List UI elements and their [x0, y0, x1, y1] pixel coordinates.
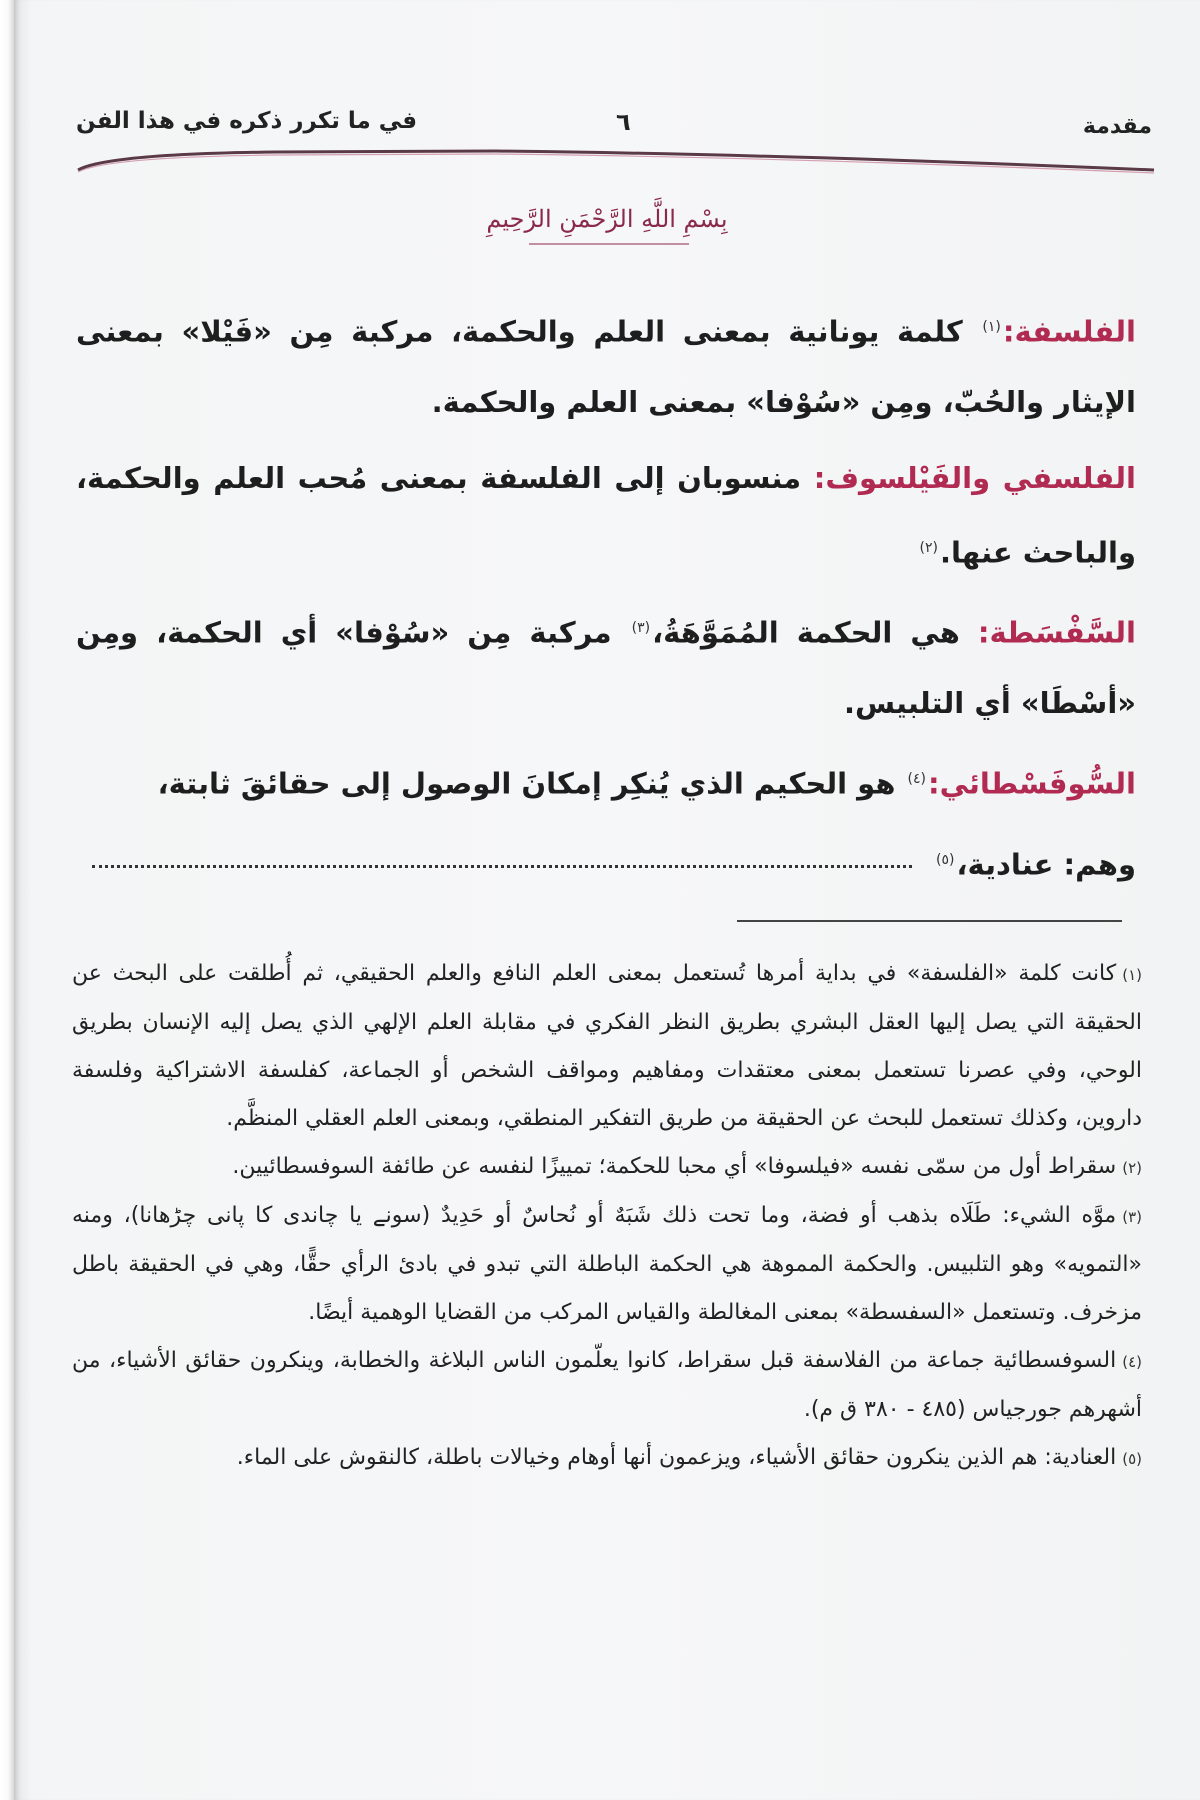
entry-text: مركبة مِن «سُوْفا» أي الحكمة، ومِن «أسْطَا» أي التلبيس.: [76, 615, 1136, 720]
footnote-text: موَّه الشيء: طَلَاه بذهب أو فضة، وما تحت ذلك شَبَهٌ أو نُحاسٌ أو حَدِيدٌ (سونے یا چاندی کا پانی چڑھانا)، ومنه «التمويه» وهو التلبيس. والحكمة المموهة هي الحكمة الباطلة التي تبدو في بادئ الرأي حقًّا، وهي في الحقيقة باطل مزخرف. وتستعمل «السفسطة» بمعنى المغالطة والقياس المركب من القضايا الوهمية أيضًا.: [72, 1203, 1142, 1325]
term-sophistry: السَّفْسَطة:: [977, 615, 1136, 650]
book-page: [14, 0, 1200, 1800]
term-philosopher: الفلسفي والفَيْلسوف:: [813, 460, 1136, 495]
entry-sophistry: [76, 593, 1136, 738]
footnote-2: [72, 1143, 1142, 1192]
footnote-number: (٣): [1122, 1208, 1142, 1226]
footnote-ref-1[interactable]: (١): [982, 319, 1001, 335]
footnote-text: العنادية: هم الذين ينكرون حقائق الأشياء، ويزعمون أنها أوهام وخيالات باطلة، كالنقوش على الماء.: [236, 1445, 1117, 1470]
footnote-5: [72, 1434, 1142, 1483]
footnote-text: السوفسطائية جماعة من الفلاسفة قبل سقراط، كانوا يعلّمون الناس البلاغة والخطابة، وينكرون حقائق الأشياء، من أشهرهم جورجياس (٤٨٥ - ٣٨٠ ق م).: [72, 1348, 1142, 1422]
entry-text: كلمة يونانية بمعنى العلم والحكمة، مركبة مِن «فَيْلا» بمعنى الإيثار والحُبّ، ومِن «سُوْفا» بمعنى العلم والحكمة.: [76, 314, 1136, 419]
footnote-text: سقراط أول من سمّى نفسه «فيلسوفا» أي محبا للحكمة؛ تمييزًا لنفسه عن طائفة السوفسطائيين.: [232, 1154, 1117, 1179]
footnote-ref-2[interactable]: (٢): [919, 539, 939, 556]
footnote-4: [72, 1337, 1142, 1434]
entry-text: وهم: عنادية،: [956, 847, 1136, 882]
basmala-flourish: [529, 243, 689, 245]
entry-philosophy: [76, 292, 1136, 437]
page-number: ٦: [616, 108, 631, 136]
term-philosophy: الفلسفة:: [1002, 314, 1136, 349]
entry-text: هو الحكيم الذي يُنكِر إمكانَ الوصول إلى حقائقَ ثابتة،: [157, 766, 896, 801]
footnote-separator: [737, 920, 1122, 922]
entry-sophist: [76, 744, 1136, 819]
footnote-number: (٢): [1122, 1159, 1142, 1177]
basmala: بِسْمِ اللَّهِ الرَّحْمَنِ الرَّحِيمِ: [486, 205, 728, 233]
running-header-section: مقدمة: [1082, 114, 1152, 139]
footnote-number: (٤): [1122, 1353, 1142, 1371]
page-gutter-edge: [0, 0, 14, 1800]
continuation-dots: [92, 865, 912, 868]
footnote-ref-5[interactable]: (٥): [936, 851, 955, 868]
footnote-ref-3[interactable]: (٣): [631, 620, 651, 637]
header-rule: [76, 148, 1156, 178]
entry-philosopher: [76, 443, 1136, 588]
footnote-text: كانت كلمة «الفلسفة» في بداية أمرها تُستعمل بمعنى العلم النافع والعلم الحقيقي، ثم أُطلقت على البحث عن الحقيقة التي يصل إليها العقل البشري بطريق النظر الفكري في مقابلة العلم الإلهي الذي يصل إليه الإنسان بطريق الوحي، وفي عصرنا تستعمل بمعنى معتقدات ومفاهيم ومواقف الشخص أو الجماعة، كفلسفة الاشتراكية وفلسفة داروين، وكذلك تستعمل للبحث عن الحقيقة من طريق التفكير المنطقي، وبمعنى العلم العقلي المنظَّم.: [72, 961, 1142, 1131]
running-header-title: في ما تكرر ذكره في هذا الفن: [76, 108, 418, 134]
footnote-3: [72, 1192, 1142, 1337]
entry-text: منسوبان إلى الفلسفة بمعنى مُحب العلم والحكمة، والباحث عنها.: [76, 460, 1136, 570]
footnote-number: (١): [1122, 966, 1142, 984]
term-sophist: السُّوفَسْطائي:: [928, 766, 1136, 801]
footnote-number: (٥): [1122, 1450, 1142, 1468]
definitions-body: [76, 292, 1136, 905]
footnote-1: [72, 950, 1142, 1143]
footnotes: [72, 950, 1142, 1483]
footnote-ref-4[interactable]: (٤): [907, 770, 927, 787]
entry-obstinate: [76, 825, 1136, 900]
entry-text-before-ref: هي الحكمة المُمَوَّهَةُ،: [652, 615, 960, 650]
